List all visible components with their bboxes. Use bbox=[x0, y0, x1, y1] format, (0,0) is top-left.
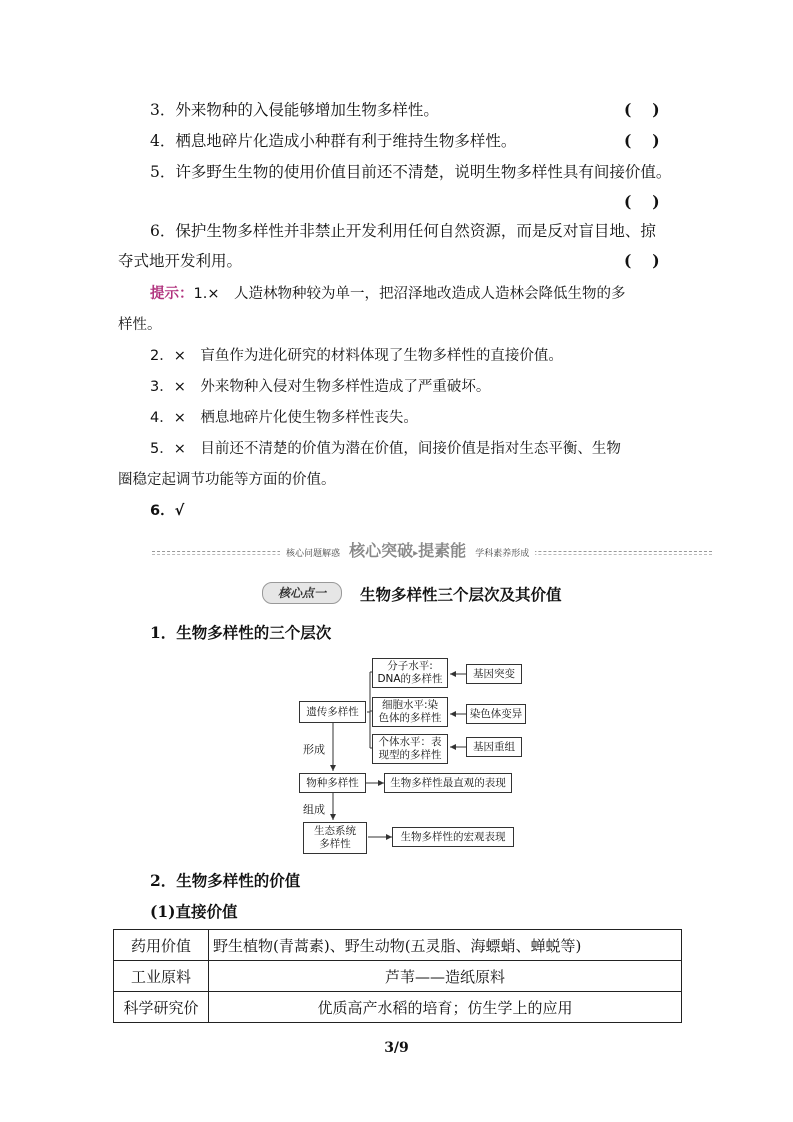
question-6-line1: 6．保护生物多样性并非禁止开发利用任何自然资源，而是反对盲目地、掠 bbox=[150, 222, 656, 240]
banner-right: 学科素养形成 bbox=[475, 549, 530, 559]
label-compose: 组成 bbox=[303, 803, 325, 816]
node-individual-level: 个体水平：表 现型的多样性 bbox=[372, 734, 448, 764]
node-species-diversity: 物种多样性 bbox=[299, 773, 366, 793]
direct-value-table bbox=[113, 929, 682, 1023]
hint-5-line2: 圈稳定起调节功能等方面的价值。 bbox=[118, 472, 336, 488]
question-3: 3．外来物种的入侵能够增加生物多样性。 bbox=[150, 101, 439, 119]
answer-bracket-3: ( ) bbox=[624, 100, 660, 119]
node-chromosome-variation: 染色体变异 bbox=[466, 704, 526, 724]
question-5: 5．许多野生生物的使用价值目前还不清楚，说明生物多样性具有间接价值。 bbox=[150, 163, 672, 181]
hint-5-line1: 5．× 目前还不清楚的价值为潜在价值，间接价值是指对生态平衡、生物 bbox=[150, 441, 621, 457]
table-row bbox=[114, 992, 682, 1023]
hint-4: 4．× 栖息地碎片化使生物多样性丧失。 bbox=[150, 410, 418, 426]
node-species-note: 生物多样性最直观的表现 bbox=[384, 773, 512, 793]
table-cell-key: 工业原料 bbox=[114, 961, 209, 992]
subheading-levels: 1．生物多样性的三个层次 bbox=[150, 623, 332, 642]
answer-bracket-5: ( ) bbox=[624, 192, 660, 211]
table-cell-value: 野生植物(青蒿素)、野生动物(五灵脂、海螵蛸、蝉蜕等) bbox=[209, 930, 682, 961]
banner-main-2: 提素能 bbox=[418, 541, 467, 560]
answer-bracket-4: ( ) bbox=[624, 131, 660, 150]
hint-3: 3．× 外来物种入侵对生物多样性造成了严重破坏。 bbox=[150, 379, 491, 395]
table-cell-key: 药用价值 bbox=[114, 930, 209, 961]
hint-2: 2．× 盲鱼作为进化研究的材料体现了生物多样性的直接价值。 bbox=[150, 348, 563, 364]
subheading-values: 2．生物多样性的价值 bbox=[150, 871, 301, 890]
table-cell-value: 芦苇——造纸原料 bbox=[209, 961, 682, 992]
node-genetic-diversity: 遗传多样性 bbox=[299, 701, 366, 723]
banner-left: 核心问题解惑 bbox=[286, 549, 341, 559]
banner-main-1: 核心突破 bbox=[349, 541, 414, 560]
hint-1-line1: 提示：1.× 人造林物种较为单一，把沼泽地改造成人造林会降低生物的多 bbox=[150, 286, 626, 302]
answer-bracket-6: ( ) bbox=[624, 251, 660, 270]
label-form: 形成 bbox=[303, 743, 325, 756]
section-badge: 核心点一 bbox=[262, 582, 342, 604]
table-row bbox=[114, 961, 682, 992]
table-cell-value: 优质高产水稻的培育；仿生学上的应用 bbox=[209, 992, 682, 1023]
arrow-icon: ▸ bbox=[413, 548, 419, 559]
node-molecular-level: 分子水平: DNA的多样性 bbox=[372, 658, 448, 688]
subheading-direct-value: (1)直接价值 bbox=[150, 902, 238, 921]
table-row bbox=[114, 930, 682, 961]
question-4: 4．栖息地碎片化造成小种群有利于维持生物多样性。 bbox=[150, 132, 517, 150]
page-number: 3/9 bbox=[384, 1040, 409, 1056]
hint-6: 6．√ bbox=[150, 503, 185, 519]
section-title: 生物多样性三个层次及其价值 bbox=[360, 585, 562, 604]
node-cellular-level: 细胞水平:染 色体的多样性 bbox=[372, 697, 448, 727]
node-gene-mutation: 基因突变 bbox=[466, 664, 522, 684]
question-6-line2: 夺式地开发利用。 bbox=[118, 252, 243, 270]
hint-label: 提示： bbox=[150, 286, 194, 302]
hint-1-line2: 样性。 bbox=[118, 317, 162, 333]
node-ecosystem-diversity: 生态系统 多样性 bbox=[303, 822, 367, 854]
table-cell-key: 科学研究价 bbox=[114, 992, 209, 1023]
node-gene-recombination: 基因重组 bbox=[466, 737, 522, 757]
node-ecosystem-note: 生物多样性的宏观表现 bbox=[392, 827, 514, 847]
